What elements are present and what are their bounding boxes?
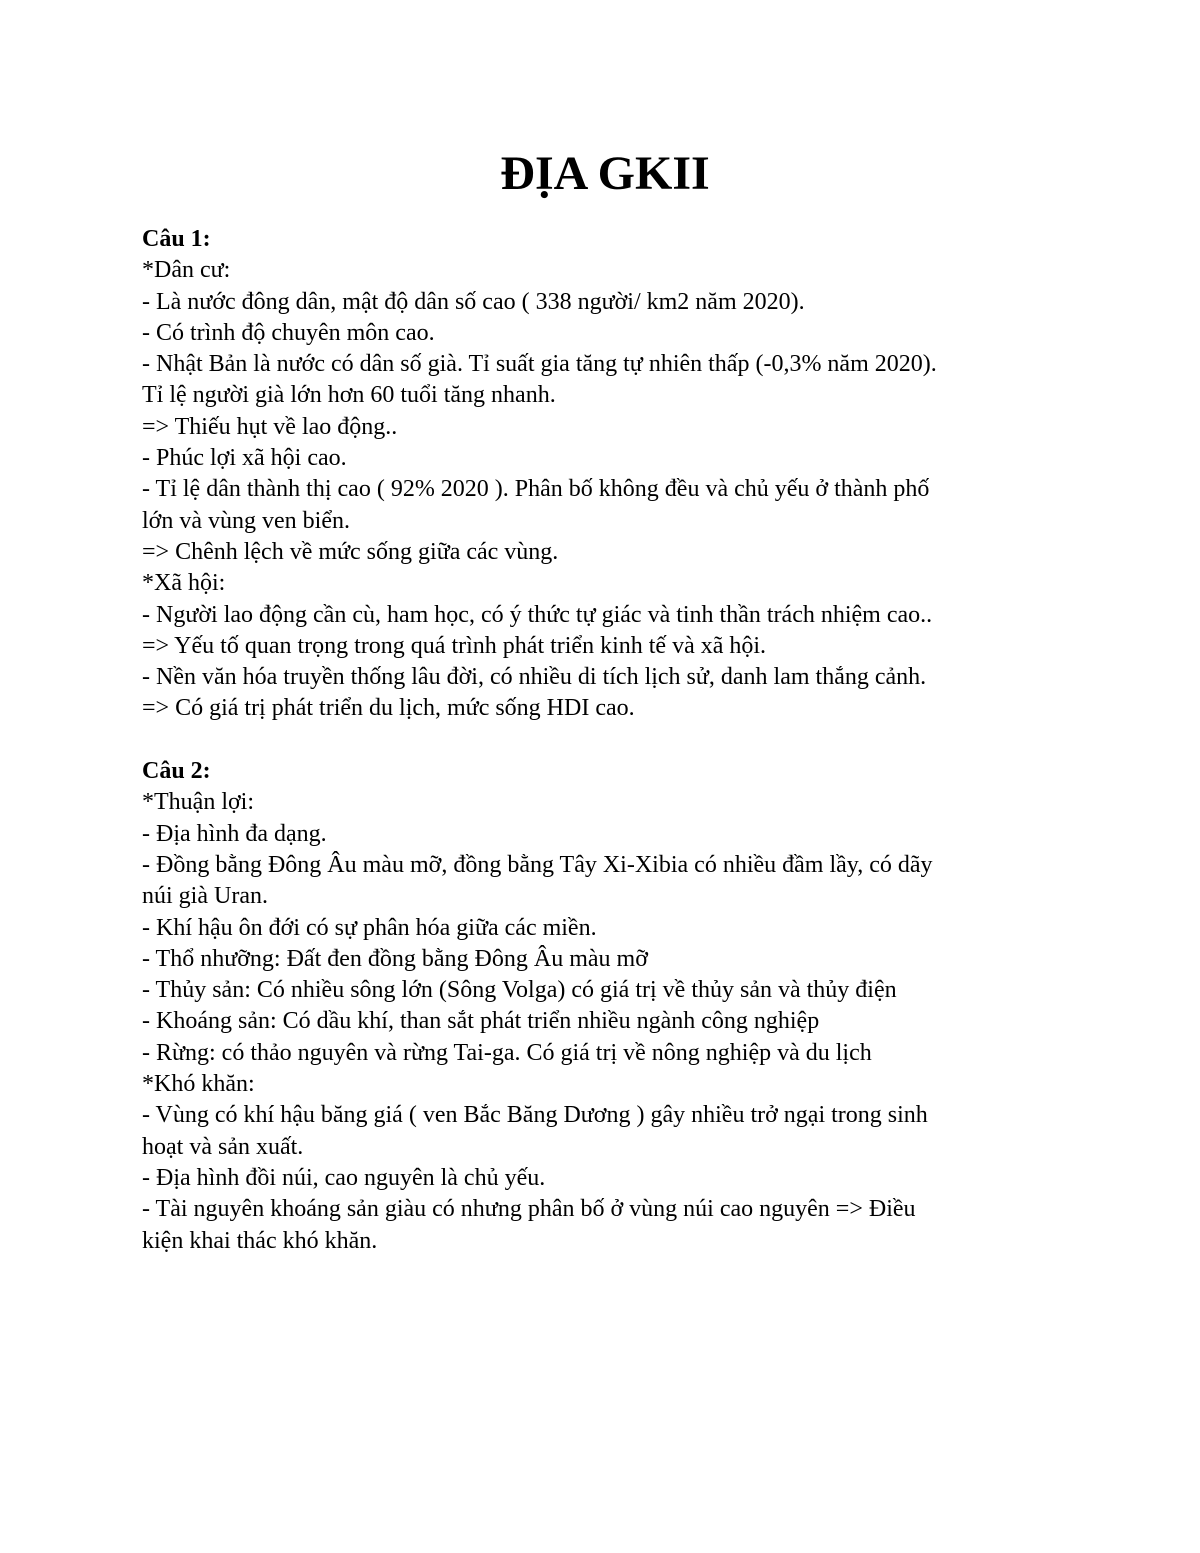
text-line: - Là nước đông dân, mật độ dân số cao ( 338 người/ km2 năm 2020). xyxy=(142,288,805,315)
text-line: - Nhật Bản là nước có dân số già. Tỉ suất gia tăng tự nhiên thấp (-0,3% năm 2020). xyxy=(142,351,937,378)
text-line: - Tài nguyên khoáng sản giàu có nhưng phân bố ở vùng núi cao nguyên => Điều xyxy=(142,1196,916,1223)
text-line: - Địa hình đồi núi, cao nguyên là chủ yếu. xyxy=(142,1164,546,1191)
text-line: - Khí hậu ôn đới có sự phân hóa giữa các miền. xyxy=(142,914,597,941)
section-heading: Câu 1: xyxy=(142,226,211,252)
text-line: - Nền văn hóa truyền thống lâu đời, có nhiều di tích lịch sử, danh lam thắng cảnh. xyxy=(142,664,927,691)
text-line: *Thuận lợi: xyxy=(142,789,255,816)
text-line: - Thủy sản: Có nhiều sông lớn (Sông Volga) có giá trị về thủy sản và thủy điện xyxy=(142,977,897,1004)
document-page xyxy=(142,146,1062,1257)
text-line: - Khoáng sản: Có dầu khí, than sắt phát triển nhiều ngành công nghiệp xyxy=(142,1008,820,1035)
text-line: - Người lao động cần cù, ham học, có ý thức tự giác và tinh thần trách nhiệm cao.. xyxy=(142,601,933,628)
text-line: - Thổ nhưỡng: Đất đen đồng bằng Đông Âu màu mỡ xyxy=(142,945,648,972)
text-line: núi già Uran. xyxy=(142,883,268,910)
text-line: - Đồng bằng Đông Âu màu mỡ, đồng bằng Tây Xi-Xibia có nhiều đầm lầy, có dãy xyxy=(142,851,933,878)
text-line: - Tỉ lệ dân thành thị cao ( 92% 2020 ). Phân bố không đều và chủ yếu ở thành phố xyxy=(142,476,930,503)
section-heading: Câu 2: xyxy=(142,758,211,785)
text-line: - Phúc lợi xã hội cao. xyxy=(142,445,347,472)
text-line: *Khó khăn: xyxy=(142,1071,255,1098)
text-line: lớn và vùng ven biển. xyxy=(142,507,350,534)
text-line: hoạt và sản xuất. xyxy=(142,1133,304,1160)
text-line: => Chênh lệch về mức sống giữa các vùng. xyxy=(142,538,559,565)
text-line: => Thiếu hụt về lao động.. xyxy=(142,413,398,440)
document-title: ĐỊA GKII xyxy=(500,147,710,200)
text-line: - Địa hình đa dạng. xyxy=(142,820,327,847)
text-line: - Rừng: có thảo nguyên và rừng Tai-ga. Có giá trị về nông nghiệp và du lịch xyxy=(142,1039,872,1066)
text-line: => Có giá trị phát triển du lịch, mức sống HDI cao. xyxy=(142,695,635,722)
text-line: => Yếu tố quan trọng trong quá trình phát triển kinh tế và xã hội. xyxy=(142,632,767,659)
section-cau-2 xyxy=(142,756,1062,1257)
text-line: *Xã hội: xyxy=(142,570,226,597)
text-line: Tỉ lệ người già lớn hơn 60 tuổi tăng nhanh. xyxy=(142,382,556,409)
text-line: kiện khai thác khó khăn. xyxy=(142,1227,378,1254)
text-line: - Vùng có khí hậu băng giá ( ven Bắc Băng Dương ) gây nhiều trở ngại trong sinh xyxy=(142,1102,928,1129)
section-spacer xyxy=(142,725,1062,756)
section-cau-1 xyxy=(142,224,1062,725)
text-line: *Dân cư: xyxy=(142,257,231,284)
text-line: - Có trình độ chuyên môn cao. xyxy=(142,319,435,346)
